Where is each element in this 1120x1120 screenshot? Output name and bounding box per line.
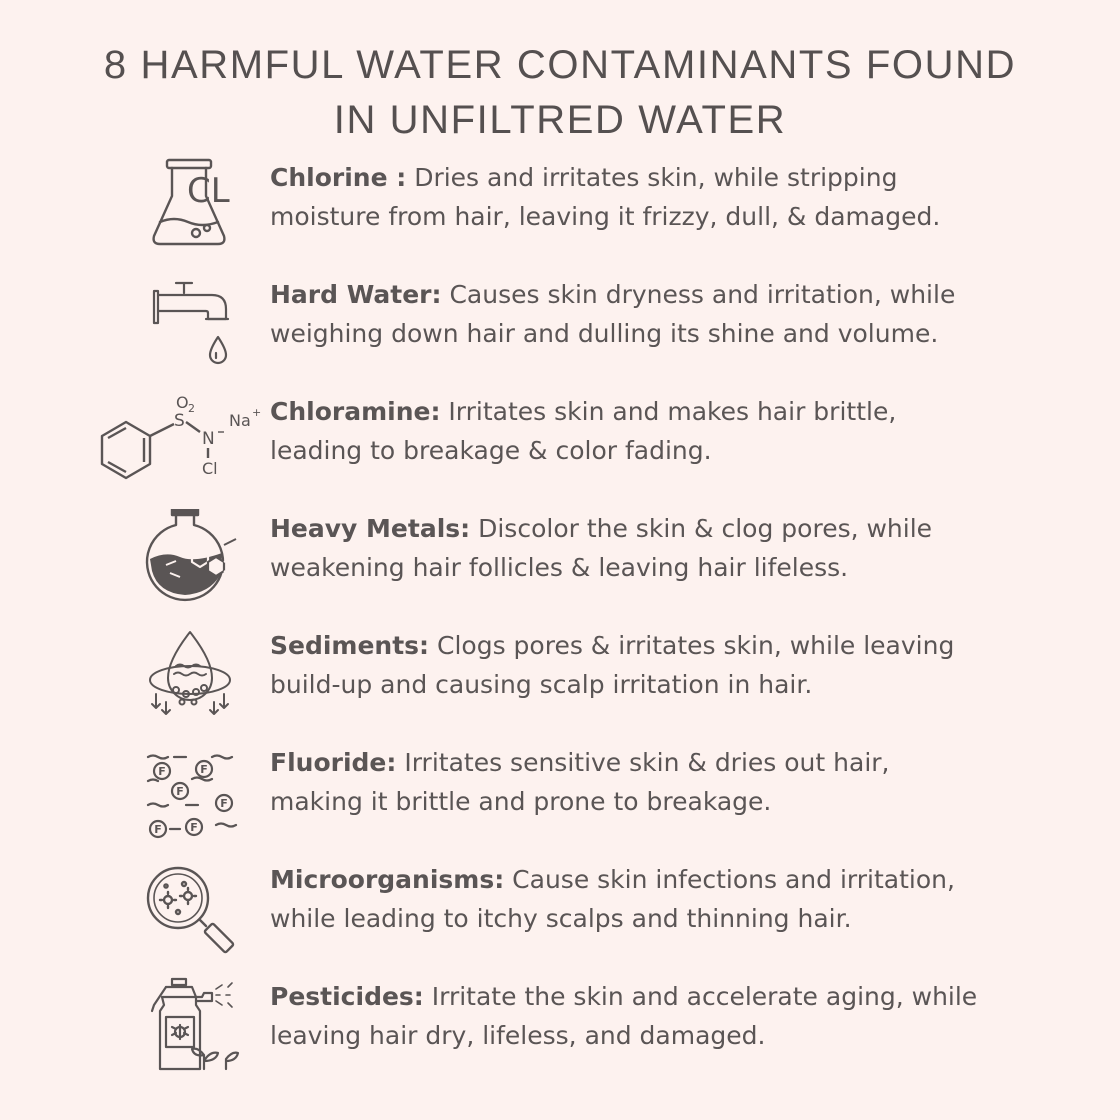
title-line-2: IN UNFILTRED WATER <box>333 98 787 142</box>
sediments-description <box>270 626 990 704</box>
sodium-charge: + <box>252 406 261 419</box>
fluoride-description <box>270 743 990 821</box>
fluoride-symbol: F <box>154 823 162 836</box>
contaminant-chloramine <box>0 392 1120 509</box>
sulfur-label: S <box>174 411 185 431</box>
contaminant-sediments <box>0 626 1120 743</box>
chemistry-flask-icon <box>140 158 240 258</box>
contaminant-text: Irritates sensitive skin & dries out hair, making it brittle and prone to breakage. <box>270 748 890 816</box>
contaminant-heavy-metals <box>0 509 1120 626</box>
fluoride-symbol: F <box>158 765 166 778</box>
contaminant-hard-water <box>0 275 1120 392</box>
contaminant-name: Chloramine: <box>270 397 441 426</box>
oxygen-label: O <box>176 393 189 412</box>
heavy-metals-description <box>270 509 990 587</box>
contaminant-name: Pesticides: <box>270 982 424 1011</box>
contaminant-text: Dries and irritates skin, while stripping moisture from hair, leaving it frizzy, dull, & damaged. <box>270 163 941 231</box>
fluoride-symbol: F <box>176 785 184 798</box>
chloramine-molecule-icon <box>96 392 261 492</box>
hard-water-description <box>270 275 990 353</box>
oxygen-subscript: 2 <box>188 402 195 415</box>
pesticides-description <box>270 977 990 1055</box>
microorganism-magnifier-icon <box>140 860 240 960</box>
contaminant-text: Discolor the skin & clog pores, while weakening hair follicles & leaving hair lifeless. <box>270 514 933 582</box>
contaminant-name: Sediments: <box>270 631 430 660</box>
chlorine-symbol-text: CL <box>187 171 230 211</box>
contaminant-text: Irritate the skin and accelerate aging, while leaving hair dry, lifeless, and damaged. <box>270 982 978 1050</box>
fluoride-symbol: F <box>200 763 208 776</box>
fluoride-symbol: F <box>190 821 198 834</box>
contaminant-text: Clogs pores & irritates skin, while leaving build-up and causing scalp irritation in hair. <box>270 631 955 699</box>
title-line-1: 8 HARMFUL WATER CONTAMINANTS FOUND <box>103 43 1017 87</box>
microorganisms-description <box>270 860 990 938</box>
contaminant-name: Microorganisms: <box>270 865 505 894</box>
contaminant-text: Causes skin dryness and irritation, while weighing down hair and dulling its shine and volume. <box>270 280 956 348</box>
heavy-metal-flask-icon <box>140 509 240 609</box>
chlorine-label: Cl <box>202 459 218 478</box>
contaminant-pesticides <box>0 977 1120 1094</box>
contaminant-text: Cause skin infections and irritation, while leading to itchy scalps and thinning hair. <box>270 865 955 933</box>
fluoride-symbol: F <box>220 797 228 810</box>
water-tap-icon <box>140 275 240 375</box>
sediment-water-drop-icon <box>140 626 240 726</box>
contaminant-name: Heavy Metals: <box>270 514 471 543</box>
chlorine-description <box>270 158 990 236</box>
contaminant-chlorine <box>0 158 1120 275</box>
contaminant-name: Chlorine : <box>270 163 407 192</box>
contaminant-fluoride <box>0 743 1120 860</box>
pesticide-sprayer-icon <box>140 977 240 1077</box>
page-title <box>0 38 1120 148</box>
contaminant-name: Hard Water: <box>270 280 442 309</box>
contaminant-text: Irritates skin and makes hair brittle, leading to breakage & color fading. <box>270 397 897 465</box>
sodium-label: Na <box>229 411 251 430</box>
contaminant-microorganisms <box>0 860 1120 977</box>
chloramine-description <box>270 392 990 470</box>
fluoride-particles-icon <box>140 743 240 843</box>
nitrogen-label: N <box>202 429 215 449</box>
contaminant-name: Fluoride: <box>270 748 397 777</box>
